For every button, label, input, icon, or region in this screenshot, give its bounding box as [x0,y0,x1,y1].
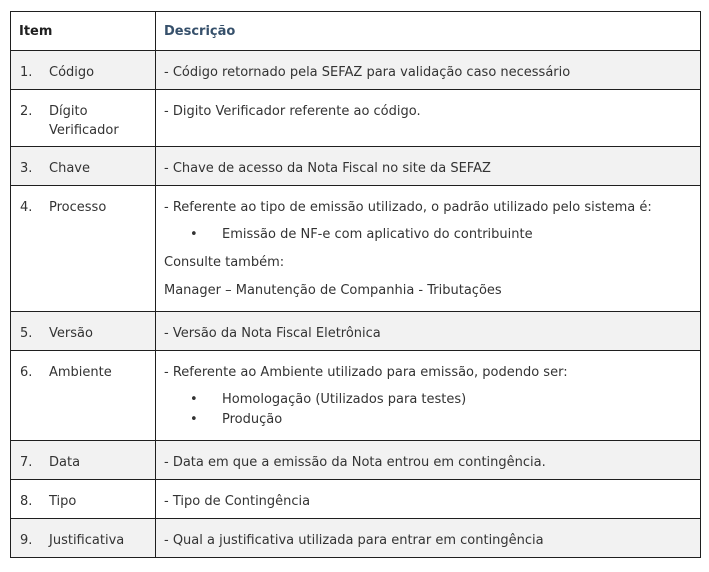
description-text: - Chave de acesso da Nota Fiscal no site da SEFAZ [164,161,491,176]
item-cell [11,186,156,312]
table-row [11,51,701,90]
description-text: - Referente ao tipo de emissão utilizado, o padrão utilizado pelo sistema é: [164,200,652,215]
header-description: Descrição [156,12,701,51]
item-number: 2. [20,104,33,119]
description-cell [156,147,701,186]
bullet-list [164,390,692,430]
description-text: - Digito Verificador referente ao código. [164,104,421,119]
item-number: 9. [20,533,33,548]
item-cell [11,312,156,351]
item-label: Dígito Verificador [49,104,119,138]
description-cell [156,480,701,519]
table-header-row [11,12,701,51]
item-label: Ambiente [49,365,112,380]
description-text: - Tipo de Contingência [164,494,311,509]
item-label: Justificativa [49,533,125,548]
item-number: 5. [20,326,33,341]
see-also-label: Consulte também: [164,255,285,270]
table-row [11,186,701,312]
description-text: - Qual a justificativa utilizada para entrar em contingência [164,533,544,548]
bullet-item: • Homologação (Utilizados para testes) [190,390,692,410]
table-row [11,441,701,480]
description-text: - Código retornado pela SEFAZ para validação caso necessário [164,65,571,80]
bullet-list [164,225,692,245]
item-cell [11,147,156,186]
item-label: Data [49,455,81,470]
item-label: Código [49,65,95,80]
item-number: 4. [20,200,33,215]
table-row [11,519,701,558]
description-cell [156,186,701,312]
item-label: Tipo [49,494,77,509]
item-label: Versão [49,326,93,341]
description-cell [156,51,701,90]
description-cell [156,441,701,480]
description-cell [156,519,701,558]
description-text: - Versão da Nota Fiscal Eletrônica [164,326,381,341]
item-cell [11,441,156,480]
item-number: 3. [20,161,33,176]
table-row [11,312,701,351]
description-cell [156,90,701,147]
item-number: 7. [20,455,33,470]
description-cell [156,312,701,351]
bullet-item: • Emissão de NF-e com aplicativo do contribuinte [190,225,692,245]
description-text: - Data em que a emissão da Nota entrou em contingência. [164,455,546,470]
item-cell [11,519,156,558]
bullet-item: • Produção [190,410,692,430]
item-description-table [10,11,701,558]
description-text: - Referente ao Ambiente utilizado para emissão, podendo ser: [164,365,568,380]
see-also-link[interactable]: Manager – Manutenção de Companhia - Tributações [164,283,502,298]
header-item: Item [11,12,156,51]
item-cell [11,351,156,441]
item-cell [11,480,156,519]
table-row [11,480,701,519]
item-number: 8. [20,494,33,509]
item-label: Chave [49,161,90,176]
item-cell [11,90,156,147]
item-label: Processo [49,200,107,215]
table-row [11,90,701,147]
description-cell [156,351,701,441]
table-row [11,147,701,186]
item-number: 1. [20,65,33,80]
table-row [11,351,701,441]
item-cell [11,51,156,90]
item-number: 6. [20,365,33,380]
